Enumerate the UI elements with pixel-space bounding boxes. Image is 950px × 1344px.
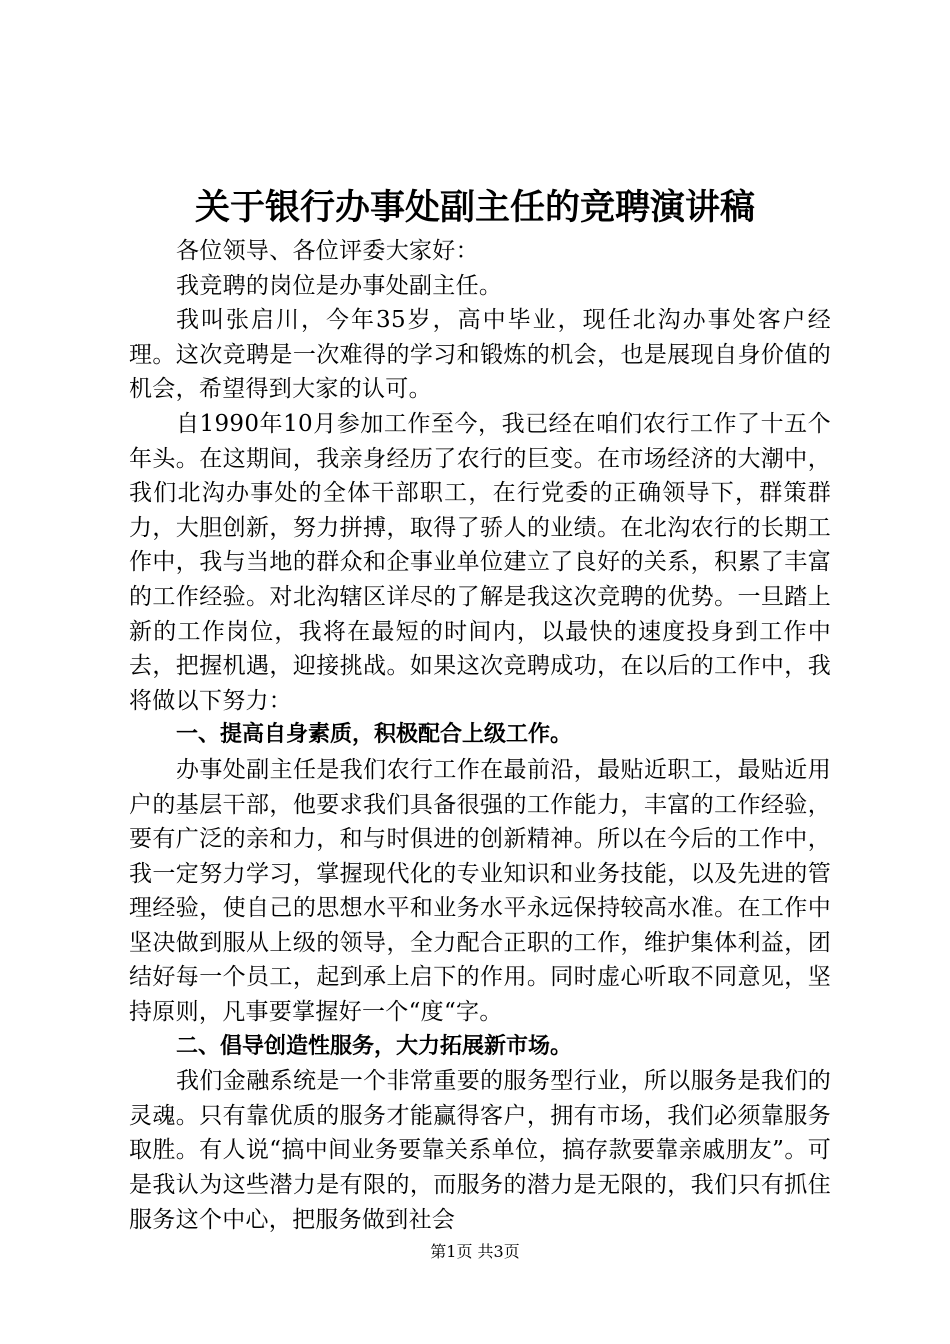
- self-introduction-paragraph: 我叫张启川，今年35岁，高中毕业，现任北沟办事处客户经理。这次竞聘是一次难得的学习和锻炼的机会，也是展现自身价值的机会，希望得到大家的认可。: [129, 307, 831, 403]
- document-title: 关于银行办事处副主任的竞聘演讲稿: [194, 188, 755, 228]
- position-paragraph: 我竞聘的岗位是办事处副主任。: [176, 272, 503, 299]
- section-1-paragraph: 办事处副主任是我们农行工作在最前沿，最贴近职工，最贴近用户的基层干部，他要求我们具备很强的工作能力，丰富的工作经验，要有广泛的亲和力，和与时俱进的创新精神。所以在今后的工作中，我一定努力学习，掌握现代化的专业知识和业务技能，以及先进的管理经验，使自己的思想水平和业务水平永远保持较高水准。在工作中坚决做到服从上级的领导，全力配合正职的工作，维护集体利益，团结好每一个员工，起到承上启下的作用。同时虚心听取不同意见，坚持原则，凡事要掌握好一个“度“字。: [129, 756, 831, 1026]
- section-heading-2: 二、倡导创造性服务，大力拓展新市场。: [176, 1033, 573, 1059]
- greeting-paragraph: 各位领导、各位评委大家好：: [176, 238, 479, 264]
- work-experience-paragraph: 自1990年10月参加工作至今，我已经在咱们农行工作了十五个年头。在这期间，我亲身经历了农行的巨变。在市场经济的大潮中，我们北沟办事处的全体干部职工，在行党委的正确领导下，群策群力，大胆创新，努力拼搏，取得了骄人的业绩。在北沟农行的长期工作中，我与当地的群众和企事业单位建立了良好的关系，积累了丰富的工作经验。对北沟辖区详尽的了解是我这次竞聘的优势。一旦踏上新的工作岗位，我将在最短的时间内，以最快的速度投身到工作中去，把握机遇，迎接挑战。如果这次竞聘成功，在以后的工作中，我将做以下努力：: [129, 410, 831, 714]
- page-footer: 第1页 共3页: [430, 1242, 520, 1261]
- document-body: [129, 234, 831, 1237]
- section-2-paragraph: 我们金融系统是一个非常重要的服务型行业，所以服务是我们的灵魂。只有靠优质的服务才能赢得客户，拥有市场，我们必须靠服务取胜。有人说“搞中间业务要靠关系单位，搞存款要靠亲戚朋友”。可是我认为这些潜力是有限的，而服务的潜力是无限的，我们只有抓住服务这个中心，把服务做到社会: [129, 1068, 831, 1233]
- section-heading-1: 一、提高自身素质，积极配合上级工作。: [176, 722, 573, 748]
